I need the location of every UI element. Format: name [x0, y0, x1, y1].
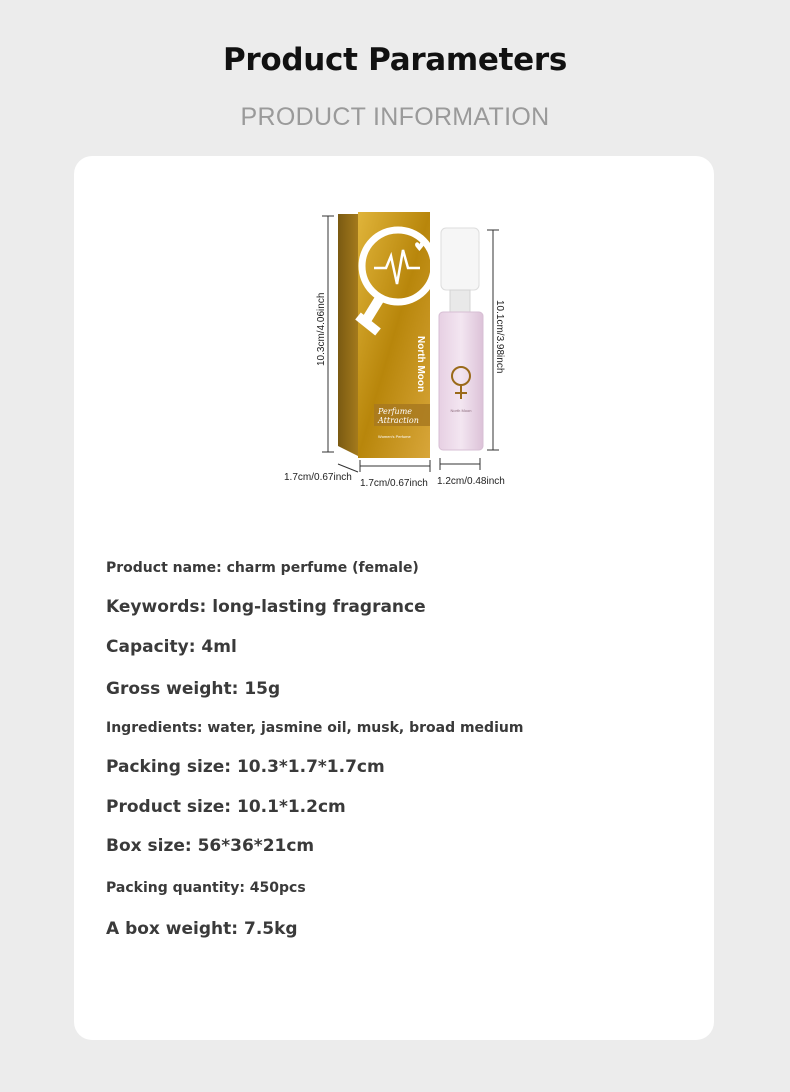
box-width-label: 1.7cm/0.67inch [360, 478, 428, 489]
param-product-name: Product name: charm perfume (female) [106, 560, 419, 576]
param-keywords: Keywords: long-lasting fragrance [106, 597, 426, 617]
page-subtitle: PRODUCT INFORMATION [240, 103, 550, 131]
product-info-card [74, 156, 714, 1040]
box-depth-label: 1.7cm/0.67inch [284, 472, 352, 483]
bottle-neck [450, 290, 470, 314]
bottle-width-label: 1.2cm/0.48inch [437, 476, 505, 487]
param-packing-quantity: Packing quantity: 450pcs [106, 880, 306, 896]
bottle-body [439, 312, 483, 450]
param-ingredients: Ingredients: water, jasmine oil, musk, broad medium [106, 720, 524, 736]
box-product-line1: Perfume [378, 407, 413, 416]
bottle-height-label: 10.1cm/3.98inch [494, 300, 505, 374]
param-capacity: Capacity: 4ml [106, 637, 237, 657]
box-type: Women's Perfume [378, 434, 411, 439]
product-image [274, 206, 534, 506]
bottle-brand: North Moon [450, 408, 472, 413]
page-title: Product Parameters [222, 42, 568, 78]
svg-text:♥: ♥ [414, 240, 425, 254]
box-product-line2: Attraction [378, 416, 419, 425]
param-product-size: Product size: 10.1*1.2cm [106, 797, 346, 817]
param-box-size: Box size: 56*36*21cm [106, 836, 315, 856]
box-height-label: 10.3cm/4.06inch [316, 292, 327, 366]
box-side [338, 214, 358, 456]
param-gross-weight: Gross weight: 15g [106, 679, 281, 699]
product-illustration [274, 206, 534, 506]
param-box-weight: A box weight: 7.5kg [106, 919, 298, 939]
box-brand: North Moon [415, 336, 426, 393]
bottle-cap [441, 228, 479, 290]
param-packing-size: Packing size: 10.3*1.7*1.7cm [106, 757, 385, 777]
